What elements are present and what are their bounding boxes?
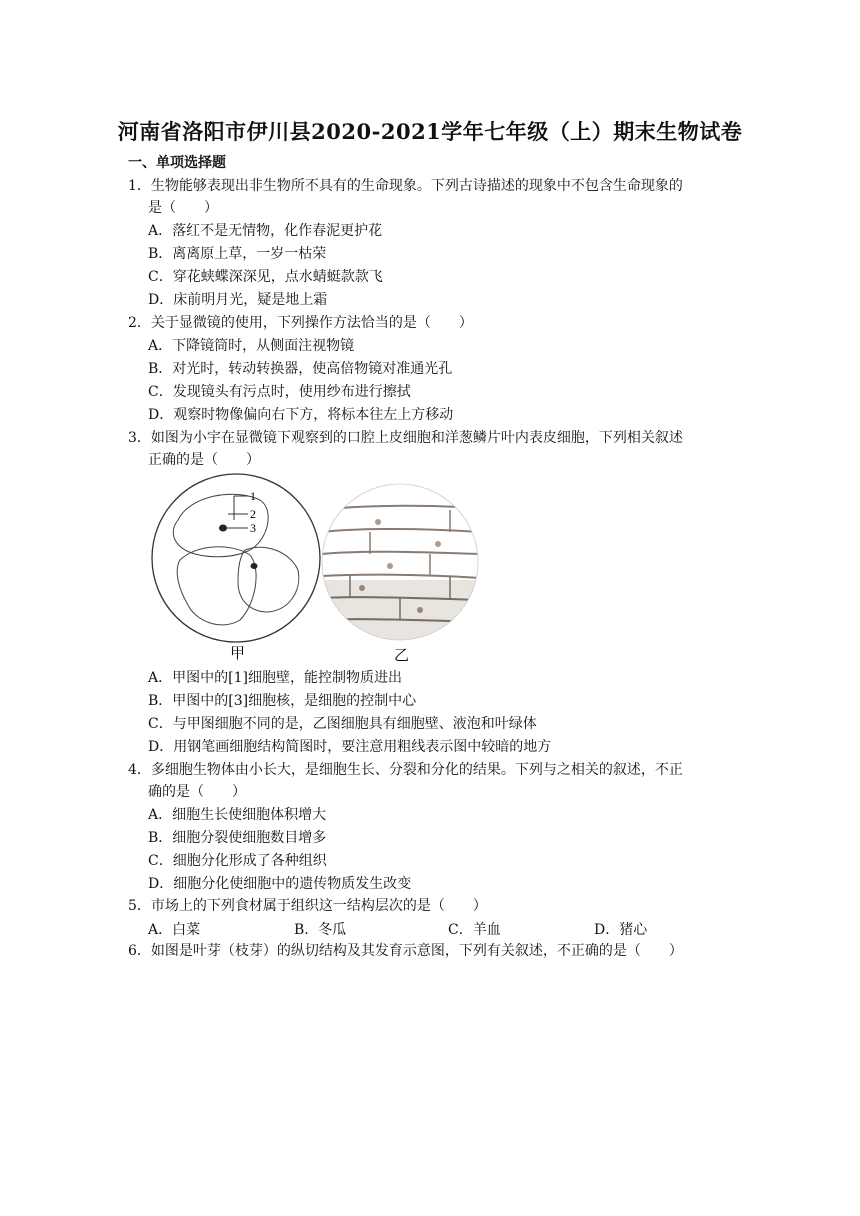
question-4-option-b: B．细胞分裂使细胞数目增多: [148, 830, 327, 846]
question-2-option-a: A．下降镜筒时，从侧面注视物镜: [148, 338, 355, 354]
question-3-stem: 3．如图为小宇在显微镜下观察到的口腔上皮细胞和洋葱鳞片叶内表皮细胞，下列相关叙述: [128, 430, 683, 446]
question-2-option-c: C．发现镜头有污点时，使用纱布进行擦拭: [148, 384, 411, 400]
label-3: 3: [250, 521, 256, 535]
cheek-cell-diagram: [152, 474, 320, 642]
question-1-option-b: B．离离原上草，一岁一枯荣: [148, 246, 327, 262]
question-4-stem: 4．多细胞生物体由小长大，是细胞生长、分裂和分化的结果。下列与之相关的叙述，不正: [128, 762, 683, 778]
exam-title: 河南省洛阳市伊川县2020-2021学年七年级（上）期末生物试卷: [117, 119, 743, 144]
question-5-option-d: D．猪心: [594, 922, 648, 938]
question-4-option-d: D．细胞分化使细胞中的遗传物质发生改变: [148, 876, 412, 892]
question-5-stem: 5．市场上的下列食材属于组织这一结构层次的是（ ）: [128, 898, 487, 914]
question-5-option-b: B．冬瓜: [294, 922, 347, 938]
question-1-stem: 1．生物能够表现出非生物所不具有的生命现象。下列古诗描述的现象中不包含生命现象的: [128, 178, 683, 194]
question-4-option-a: A．细胞生长使细胞体积增大: [148, 807, 327, 823]
cell-micrograph-figure: [150, 470, 490, 665]
question-2-option-b: B．对光时，转动转换器，使高倍物镜对准通光孔: [148, 361, 453, 377]
question-2-stem: 2．关于显微镜的使用，下列操作方法恰当的是（ ）: [128, 315, 473, 331]
question-3-figure: [150, 470, 490, 665]
onion-cell-diagram: [320, 480, 480, 650]
question-1-option-a: A．落红不是无情物，化作春泥更护花: [148, 223, 383, 239]
question-1-option-d: D．床前明月光，疑是地上霜: [148, 292, 328, 308]
question-3-stem-cont: 正确的是（ ）: [148, 452, 260, 468]
label-2: 2: [250, 507, 256, 521]
question-3-option-b: B．甲图中的[3]细胞核，是细胞的控制中心: [148, 693, 417, 709]
question-4-stem-cont: 确的是（ ）: [148, 784, 246, 800]
section-heading: 一、单项选择题: [128, 155, 226, 171]
question-6-stem: 6．如图是叶芽（枝芽）的纵切结构及其发育示意图，下列有关叙述，不正确的是（ ）: [128, 943, 683, 959]
question-5-option-a: A．白菜: [148, 922, 201, 938]
question-2-option-d: D．观察时物像偏向右下方，将标本往左上方移动: [148, 407, 454, 423]
question-1-option-c: C．穿花蛱蝶深深见，点水蜻蜓款款飞: [148, 269, 383, 285]
question-4-option-c: C．细胞分化形成了各种组织: [148, 853, 327, 869]
figure-caption-yi: 乙: [394, 646, 410, 664]
figure-caption-jia: 甲: [230, 644, 246, 662]
question-1-stem-cont: 是（ ）: [148, 200, 218, 216]
question-5-option-c: C．羊血: [448, 922, 501, 938]
question-3-option-d: D．用钢笔画细胞结构简图时，要注意用粗线表示图中较暗的地方: [148, 739, 552, 755]
question-3-option-a: A．甲图中的[1]细胞壁，能控制物质进出: [148, 670, 402, 686]
label-1: 1: [250, 489, 256, 503]
question-3-option-c: C．与甲图细胞不同的是，乙图细胞具有细胞壁、液泡和叶绿体: [148, 716, 537, 732]
